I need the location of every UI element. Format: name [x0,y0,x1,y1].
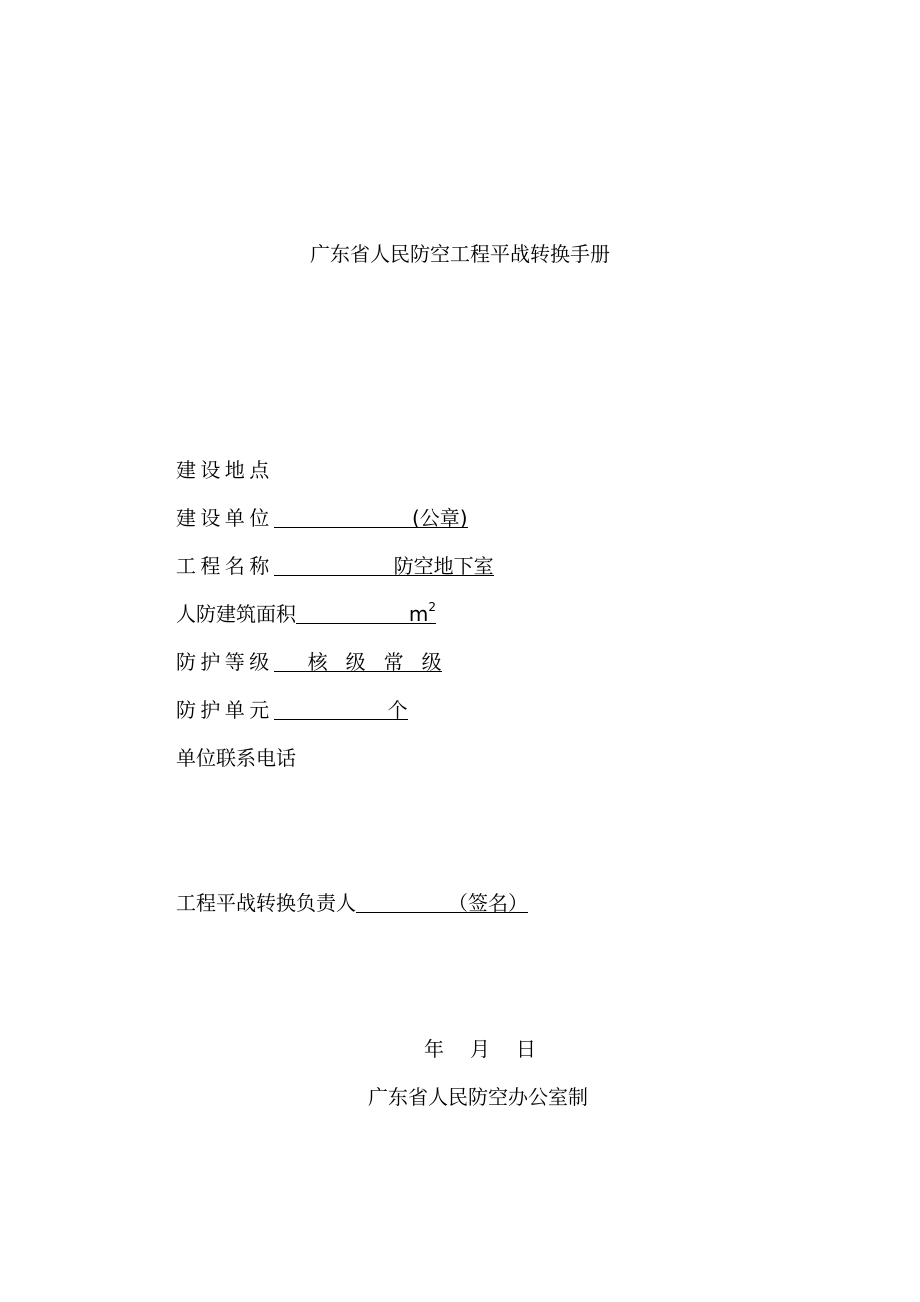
field-units-blank[interactable] [274,695,408,720]
field-phone [176,743,296,773]
field-location [176,455,274,485]
field-area-unit-sup: 2 [428,600,436,615]
field-location-label: 建设地点 [176,458,274,482]
document-title: 广东省人民防空工程平战转换手册 [310,242,610,266]
field-units-label: 防护单元 [176,698,274,722]
field-area-unit: m [408,602,429,626]
field-unit-blank[interactable] [274,503,468,528]
field-phone-label: 单位联系电话 [176,746,296,770]
signature-line [176,888,528,918]
field-unit-suffix: (公章) [412,506,468,530]
field-project-label: 工程名称 [176,554,274,578]
field-level-label: 防护等级 [176,650,274,674]
field-unit-label: 建设单位 [176,506,274,530]
field-area [176,599,436,629]
field-project-blank[interactable] [274,551,494,576]
field-level-blank[interactable] [274,647,460,674]
signature-label: 工程平战转换负责人 [176,891,356,915]
field-area-label: 人防建筑面积 [176,602,296,626]
field-area-blank[interactable] [296,599,436,624]
field-unit [176,503,468,533]
date-month: 月 [470,1037,490,1061]
field-project [176,551,494,581]
issuer: 广东省人民防空办公室制 [368,1085,588,1109]
date-day: 日 [516,1037,536,1061]
signature-blank[interactable] [356,888,528,913]
date-year: 年 [424,1037,444,1061]
field-level [176,647,460,677]
field-project-suffix: 防空地下室 [393,554,494,578]
field-area-unit-wrap [409,599,436,629]
signature-suffix: （签名） [448,891,528,915]
field-units [176,695,408,725]
date-line [424,1034,536,1064]
field-level-value: 核级常级 [307,650,460,674]
field-units-suffix: 个 [387,698,408,722]
